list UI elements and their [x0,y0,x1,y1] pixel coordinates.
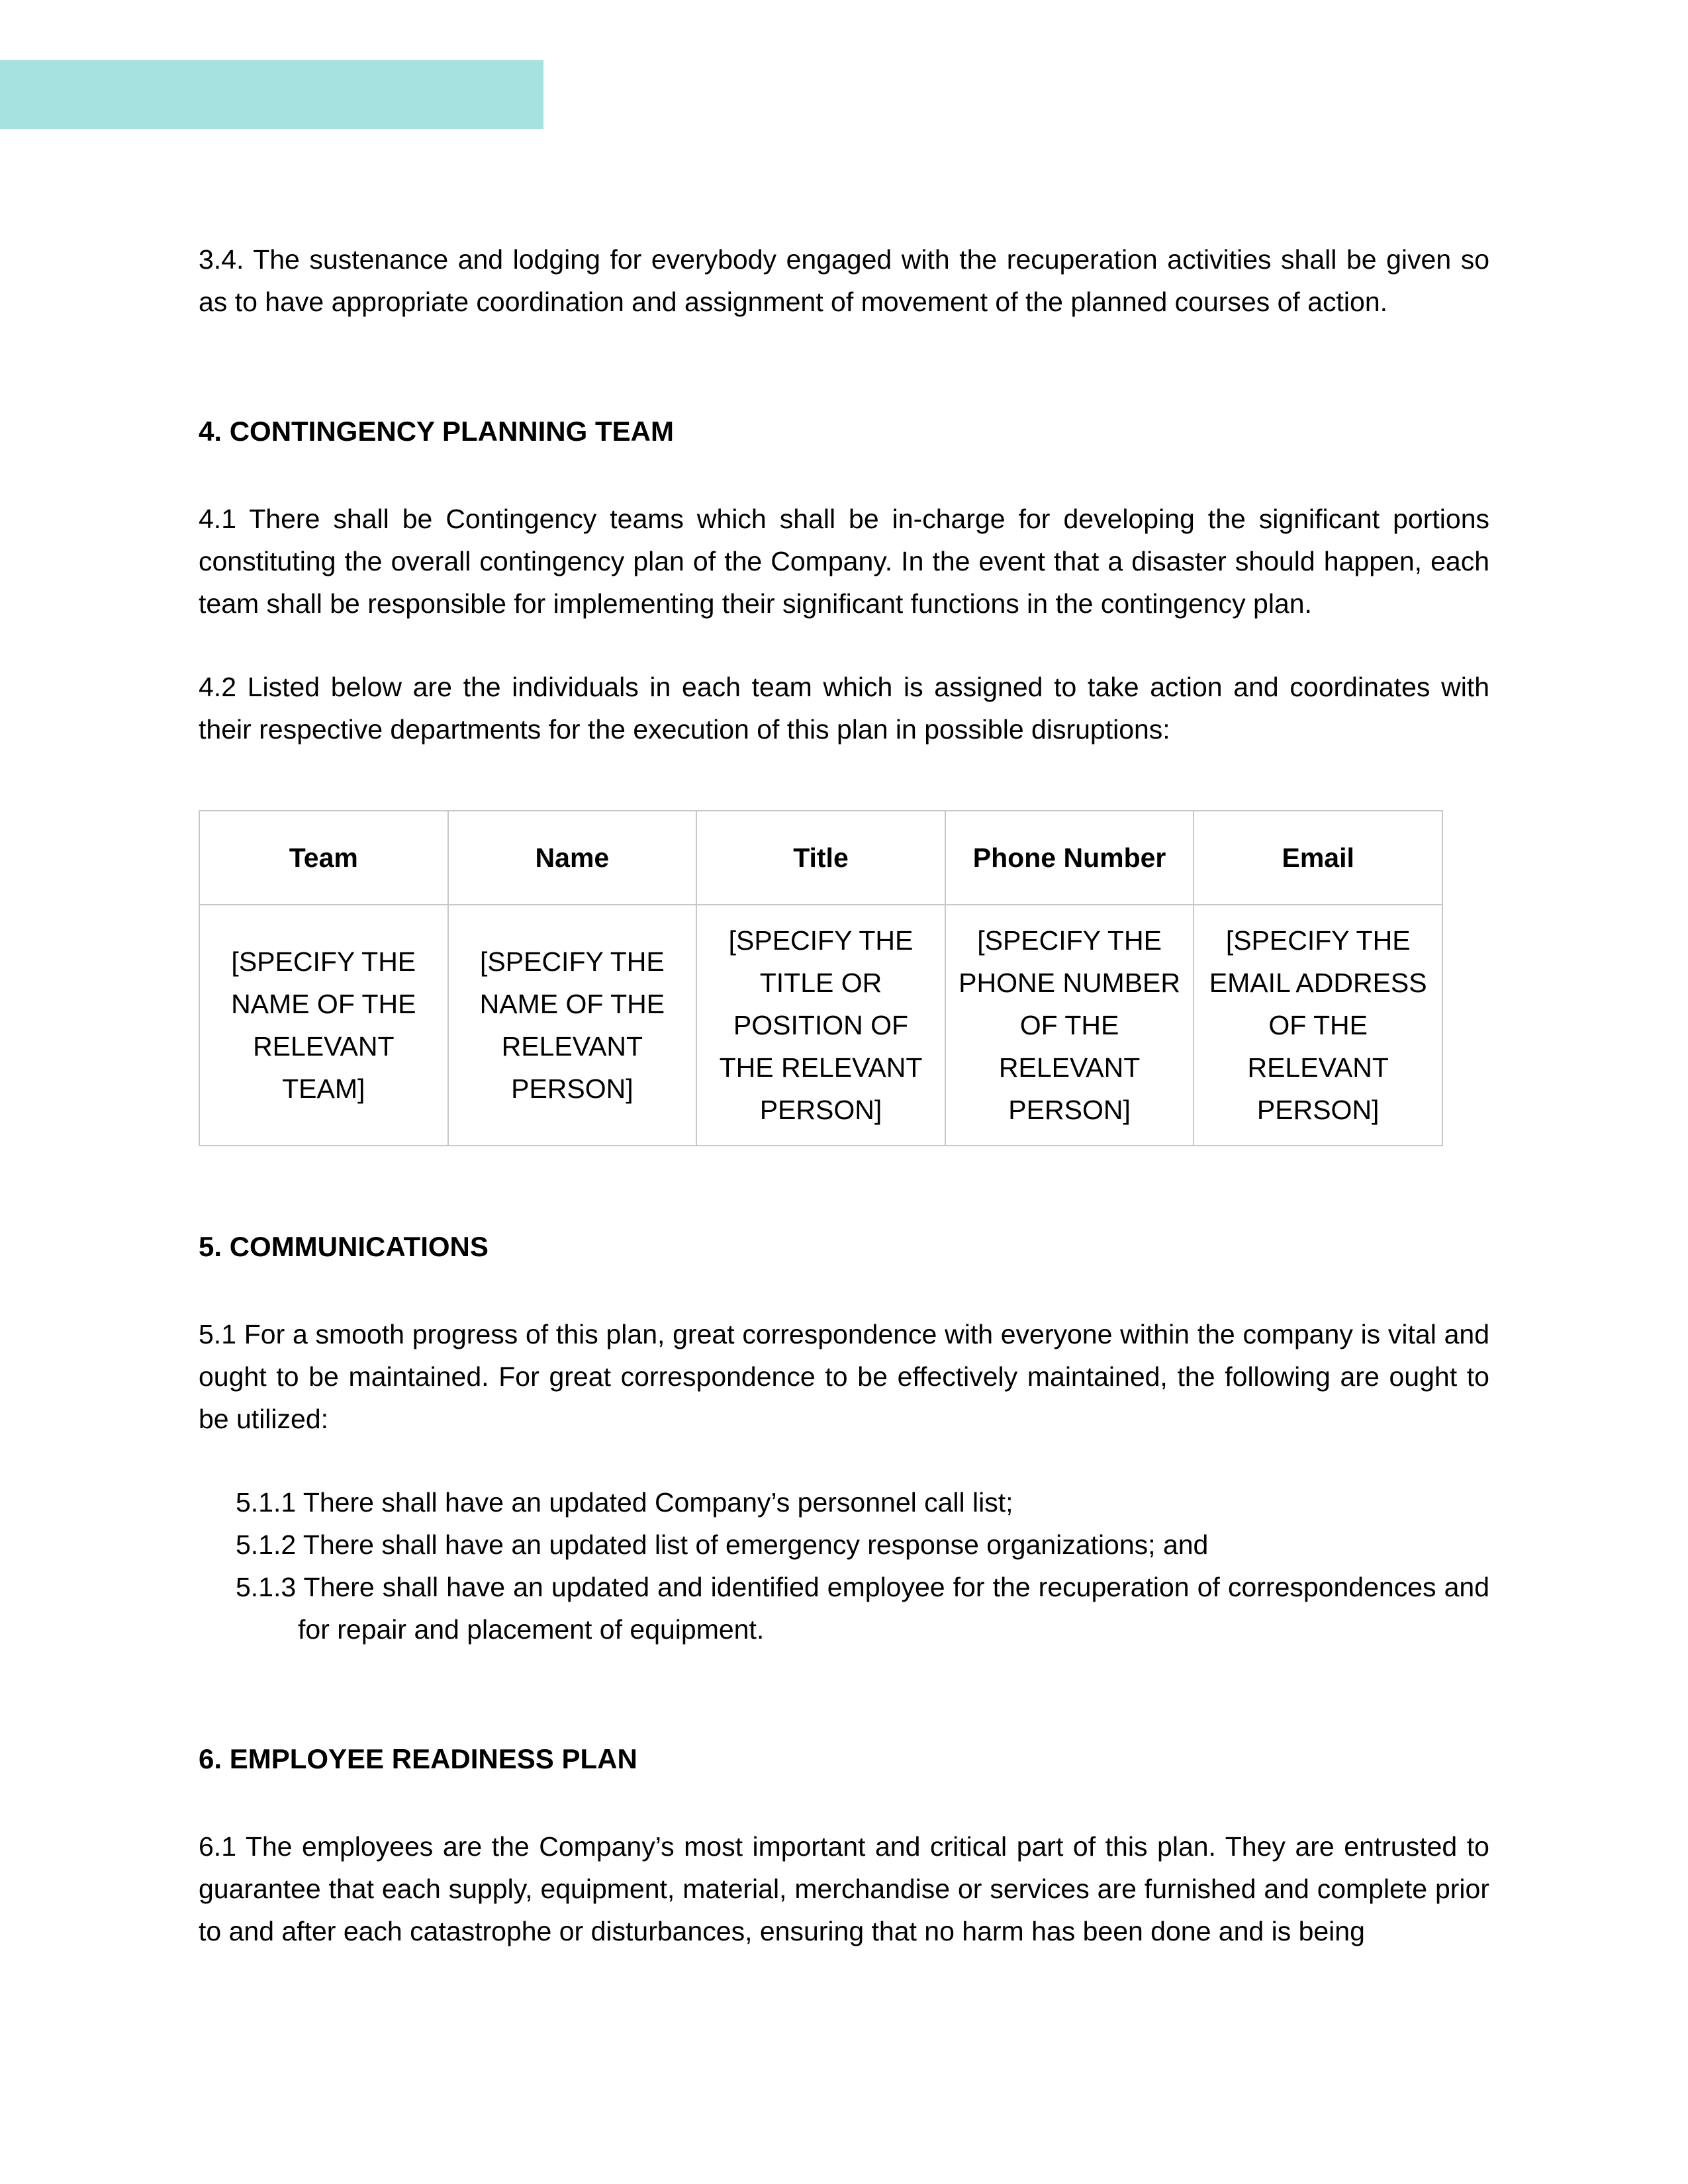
header-phone-number: Phone Number [945,811,1194,905]
table-row [199,905,1442,1146]
contingency-team-table [199,810,1443,1146]
header-title: Title [696,811,945,905]
paragraph-4-2: 4.2 Listed below are the individuals in each team which is assigned to take action and coordinates with their respective departments for the execution of this plan in possible disruptions: [199,672,1489,745]
list-item: 5.1.2 There shall have an updated list of emergency response organizations; and [236,1529,1209,1560]
cell-title: [SPECIFY THE TITLE OR POSITION OF THE RELEVANT PERSON] [696,905,945,1146]
header-name: Name [448,811,697,905]
cell-name: [SPECIFY THE NAME OF THE RELEVANT PERSON] [448,905,697,1146]
list-item: 5.1.1 There shall have an updated Company’s personnel call list; [236,1487,1013,1518]
list-item: 5.1.3 There shall have an updated and identified employee for the recuperation of correspondences and for repair and placement of equipment. [236,1572,1489,1645]
cell-email: [SPECIFY THE EMAIL ADDRESS OF THE RELEVANT PERSON] [1194,905,1442,1146]
heading-contingency-planning-team: 4. CONTINGENCY PLANNING TEAM [199,416,674,447]
paragraph-3-4: 3.4. The sustenance and lodging for everybody engaged with the recuperation activities shall be given so as to have appropriate coordination and assignment of movement of the planned courses of action. [199,244,1489,317]
header-team: Team [199,811,448,905]
communications-list [199,1481,1489,1651]
paragraph-4-1: 4.1 There shall be Contingency teams which shall be in-charge for developing the significant portions constituting the overall contingency plan of the Company. In the event that a disaster should happen, each team shall be responsible for implementing their significant functions in the contingency plan. [199,504,1489,619]
heading-employee-readiness-plan: 6. EMPLOYEE READINESS PLAN [199,1743,637,1774]
table-header-row [199,811,1442,905]
header-accent-bar [0,60,543,129]
paragraph-5-1: 5.1 For a smooth progress of this plan, great correspondence with everyone within the company is vital and ought to be maintained. For great correspondence to be effectively maintained, the following are ought to be utilized: [199,1319,1489,1434]
document-body [199,238,1489,1952]
header-email: Email [1194,811,1442,905]
cell-team: [SPECIFY THE NAME OF THE RELEVANT TEAM] [199,905,448,1146]
paragraph-6-1: 6.1 The employees are the Company’s most important and critical part of this plan. They are entrusted to guarantee that each supply, equipment, material, merchandise or services are furnished and complete prior to and after each catastrophe or disturbances, ensuring that no harm has been done and is being [199,1831,1489,1946]
heading-communications: 5. COMMUNICATIONS [199,1231,489,1262]
cell-phone-number: [SPECIFY THE PHONE NUMBER OF THE RELEVANT PERSON] [945,905,1194,1146]
